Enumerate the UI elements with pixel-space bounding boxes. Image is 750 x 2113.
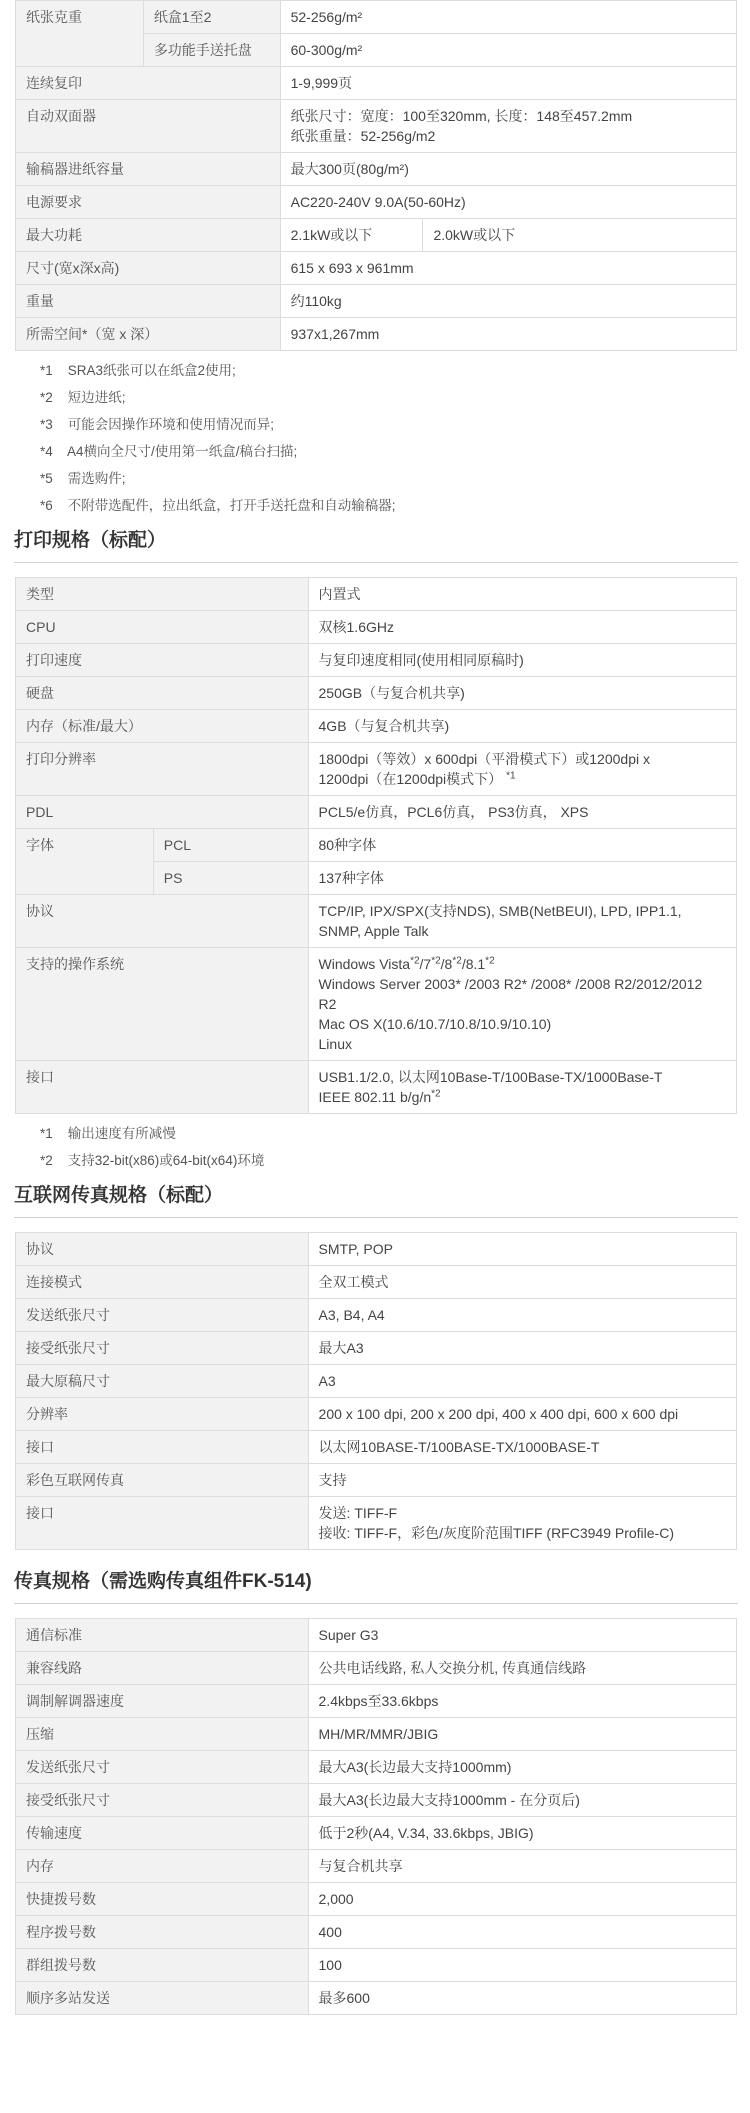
spec-label: 内存（标准/最大） [16, 710, 309, 743]
spec-value: TCP/IP, IPX/SPX(支持NDS), SMB(NetBEUI), LPD, IPP1.1, SNMP, Apple Talk [308, 895, 736, 948]
table-row [16, 100, 737, 153]
spec-value: 与复合机共享 [308, 1850, 736, 1883]
spec-value: 4GB（与复合机共享) [308, 710, 736, 743]
spec-label: 内存 [16, 1850, 309, 1883]
spec-value: SMTP, POP [308, 1233, 736, 1266]
spec-value: 2,000 [308, 1883, 736, 1916]
spec-value-line: 纸张重量：52-256g/m2 [290, 128, 436, 144]
spec-value: 内置式 [308, 578, 736, 611]
spec-value: PCL5/e仿真，PCL6仿真， PS3仿真， XPS [308, 796, 736, 829]
spec-value: 发送: TIFF-F 接收: TIFF-F，彩色/灰度阶范围TIFF (RFC3949 Profile-C) [308, 1497, 736, 1550]
spec-label: CPU [16, 611, 309, 644]
table-row [16, 1718, 737, 1751]
table-row [16, 1850, 737, 1883]
spec-label: 分辨率 [16, 1398, 309, 1431]
spec-label: 快捷拨号数 [16, 1883, 309, 1916]
spec-label: 支持的操作系统 [16, 948, 309, 1061]
spec-value: 52-256g/m² [280, 1, 736, 34]
table-row [16, 611, 737, 644]
table-row [16, 252, 737, 285]
spec-sublabel: PS [153, 862, 308, 895]
table-row [16, 644, 737, 677]
spec-value: 约110kg [280, 285, 736, 318]
table-row [16, 1652, 737, 1685]
table-row [16, 677, 737, 710]
table-row [16, 1431, 737, 1464]
spec-label: 彩色互联网传真 [16, 1464, 309, 1497]
spec-value: 与复印速度相同(使用相同原稿时) [308, 644, 736, 677]
spec-label: 群组拨号数 [16, 1949, 309, 1982]
table-row [16, 1398, 737, 1431]
table-row [16, 578, 737, 611]
table-row [16, 1685, 737, 1718]
spec-value: 2.0kW或以下 [423, 219, 737, 252]
table-row [16, 1299, 737, 1332]
spec-value: 615 x 693 x 961mm [280, 252, 736, 285]
table-row [16, 1982, 737, 2015]
spec-label: 接受纸张尺寸 [16, 1332, 309, 1365]
spec-label: 通信标准 [16, 1619, 309, 1652]
spec-label: 协议 [16, 895, 309, 948]
spec-label: 纸张克重 [16, 1, 144, 67]
table-row [16, 285, 737, 318]
spec-label: 传输速度 [16, 1817, 309, 1850]
spec-label: 发送纸张尺寸 [16, 1299, 309, 1332]
spec-value: 公共电话线路, 私人交换分机, 传真通信线路 [308, 1652, 736, 1685]
spec-label: 压缩 [16, 1718, 309, 1751]
spec-label: 自动双面器 [16, 100, 281, 153]
table-row [16, 1464, 737, 1497]
footnote: *3 可能会因操作环境和使用情况而异; [40, 417, 275, 432]
spec-value: 最大300页(80g/m²) [280, 153, 736, 186]
spec-value: A3 [308, 1365, 736, 1398]
section-heading-print: 打印规格（标配） [14, 519, 738, 563]
table-row [16, 1332, 737, 1365]
spec-value: 最大A3 [308, 1332, 736, 1365]
table-row [16, 1061, 737, 1114]
spec-label: 调制解调器速度 [16, 1685, 309, 1718]
table-row [16, 186, 737, 219]
table-row [16, 743, 737, 796]
spec-value: 支持 [308, 1464, 736, 1497]
spec-label: 程序拨号数 [16, 1916, 309, 1949]
footnote: *1 输出速度有所减慢 [40, 1126, 176, 1141]
spec-value: 双核1.6GHz [308, 611, 736, 644]
table-row [16, 948, 737, 1061]
spec-value: 全双工模式 [308, 1266, 736, 1299]
spec-value: 1800dpi（等效）x 600dpi（平滑模式下）或1200dpi x 1200dpi（在1200dpi模式下） $^{*1}$ [308, 743, 736, 796]
spec-label: 接口 [16, 1061, 309, 1114]
footnotes-print [14, 1120, 738, 1174]
spec-label: 字体 [16, 829, 154, 895]
table-row [16, 829, 737, 862]
table-row [16, 1817, 737, 1850]
footnote: *5 需选购件; [40, 471, 126, 486]
table-row [16, 1784, 737, 1817]
spec-label: 类型 [16, 578, 309, 611]
spec-label: 连接模式 [16, 1266, 309, 1299]
table-row [16, 67, 737, 100]
spec-value: MH/MR/MMR/JBIG [308, 1718, 736, 1751]
table-row [16, 318, 737, 351]
spec-value: 以太网10BASE-T/100BASE-TX/1000BASE-T [308, 1431, 736, 1464]
spec-value: 低于2秒(A4, V.34, 33.6kbps, JBIG) [308, 1817, 736, 1850]
footnote: *4 A4横向全尺寸/使用第一纸盒/稿台扫描; [40, 444, 298, 459]
spec-value: 1-9,999页 [280, 67, 736, 100]
spec-label: 顺序多站发送 [16, 1982, 309, 2015]
spec-label: 协议 [16, 1233, 309, 1266]
table-row [16, 1949, 737, 1982]
table-row [16, 710, 737, 743]
section-heading-fax: 传真规格（需选购传真组件FK-514) [14, 1560, 738, 1604]
spec-value: 250GB（与复合机共享) [308, 677, 736, 710]
footnotes-general [14, 357, 738, 519]
footnote: *2 支持32-bit(x86)或64-bit(x64)环境 [40, 1153, 265, 1168]
spec-label: 兼容线路 [16, 1652, 309, 1685]
spec-value: 100 [308, 1949, 736, 1982]
table-row [16, 1916, 737, 1949]
spec-label: 电源要求 [16, 186, 281, 219]
spec-value: Super G3 [308, 1619, 736, 1652]
spec-label: 硬盘 [16, 677, 309, 710]
spec-label: 打印速度 [16, 644, 309, 677]
spec-label: 最大原稿尺寸 [16, 1365, 309, 1398]
table-row [16, 1497, 737, 1550]
spec-value: 2.4kbps至33.6kbps [308, 1685, 736, 1718]
table-row [16, 1619, 737, 1652]
table-row [16, 1365, 737, 1398]
table-row [16, 1, 737, 34]
spec-label: 连续复印 [16, 67, 281, 100]
spec-value: Windows Vista$^{*2}$/7$^{*2}$/8$^{*2}$/8.1$^{*2}$ Windows Server 2003* /2003 R2* /2008* /2008 R2/2012/2012 R2 Mac OS X(10.6/10.7/10.8/10.9/10.10) Linux [308, 948, 736, 1061]
spec-value: 最多600 [308, 1982, 736, 2015]
spec-value: 2.1kW或以下 [280, 219, 423, 252]
spec-sublabel: 多功能手送托盘 [143, 34, 280, 67]
spec-sublabel: 纸盒1至2 [143, 1, 280, 34]
table-row [16, 1883, 737, 1916]
spec-label: 最大功耗 [16, 219, 281, 252]
spec-value-line: 纸张尺寸：宽度：100至320mm, 长度：148至457.2mm [290, 108, 633, 124]
section-heading-internet-fax: 互联网传真规格（标配） [14, 1174, 738, 1218]
internet-fax-spec-table [15, 1232, 737, 1550]
table-row [16, 219, 737, 252]
spec-label: 尺寸(宽x深x高) [16, 252, 281, 285]
spec-label: 接口 [16, 1497, 309, 1550]
spec-label: 所需空间*（宽 x 深） [16, 318, 281, 351]
spec-value: AC220-240V 9.0A(50-60Hz) [280, 186, 736, 219]
spec-value: 80种字体 [308, 829, 736, 862]
spec-sublabel: PCL [153, 829, 308, 862]
spec-value: 137种字体 [308, 862, 736, 895]
spec-value: 937x1,267mm [280, 318, 736, 351]
spec-label: 接口 [16, 1431, 309, 1464]
table-row [16, 1233, 737, 1266]
spec-value: 最大A3(长边最大支持1000mm - 在分页后) [308, 1784, 736, 1817]
fax-spec-table [15, 1618, 737, 2015]
table-row [16, 1751, 737, 1784]
general-spec-table [15, 0, 737, 351]
spec-label: PDL [16, 796, 309, 829]
spec-value: 最大A3(长边最大支持1000mm) [308, 1751, 736, 1784]
table-row [16, 1266, 737, 1299]
spec-label: 打印分辨率 [16, 743, 309, 796]
spec-value: USB1.1/2.0, 以太网10Base-T/100Base-TX/1000Base-T IEEE 802.11 $b/g/n^{*2}$ [308, 1061, 736, 1114]
table-row [16, 153, 737, 186]
spec-value: 400 [308, 1916, 736, 1949]
spec-label: 重量 [16, 285, 281, 318]
spec-value [280, 100, 736, 153]
spec-label: 发送纸张尺寸 [16, 1751, 309, 1784]
footnote: *1 SRA3纸张可以在纸盒2使用; [40, 363, 236, 378]
table-row [16, 895, 737, 948]
spec-label: 接受纸张尺寸 [16, 1784, 309, 1817]
table-row [16, 796, 737, 829]
spec-value: 60-300g/m² [280, 34, 736, 67]
spec-value: 200 x 100 dpi, 200 x 200 dpi, 400 x 400 dpi, 600 x 600 dpi [308, 1398, 736, 1431]
spec-label: 输稿器进纸容量 [16, 153, 281, 186]
footnote: *2 短边进纸; [40, 390, 126, 405]
spec-value: A3, B4, A4 [308, 1299, 736, 1332]
print-spec-table [15, 577, 737, 1114]
footnote: *6 不附带选配件，拉出纸盒，打开手送托盘和自动输稿器; [40, 498, 396, 513]
